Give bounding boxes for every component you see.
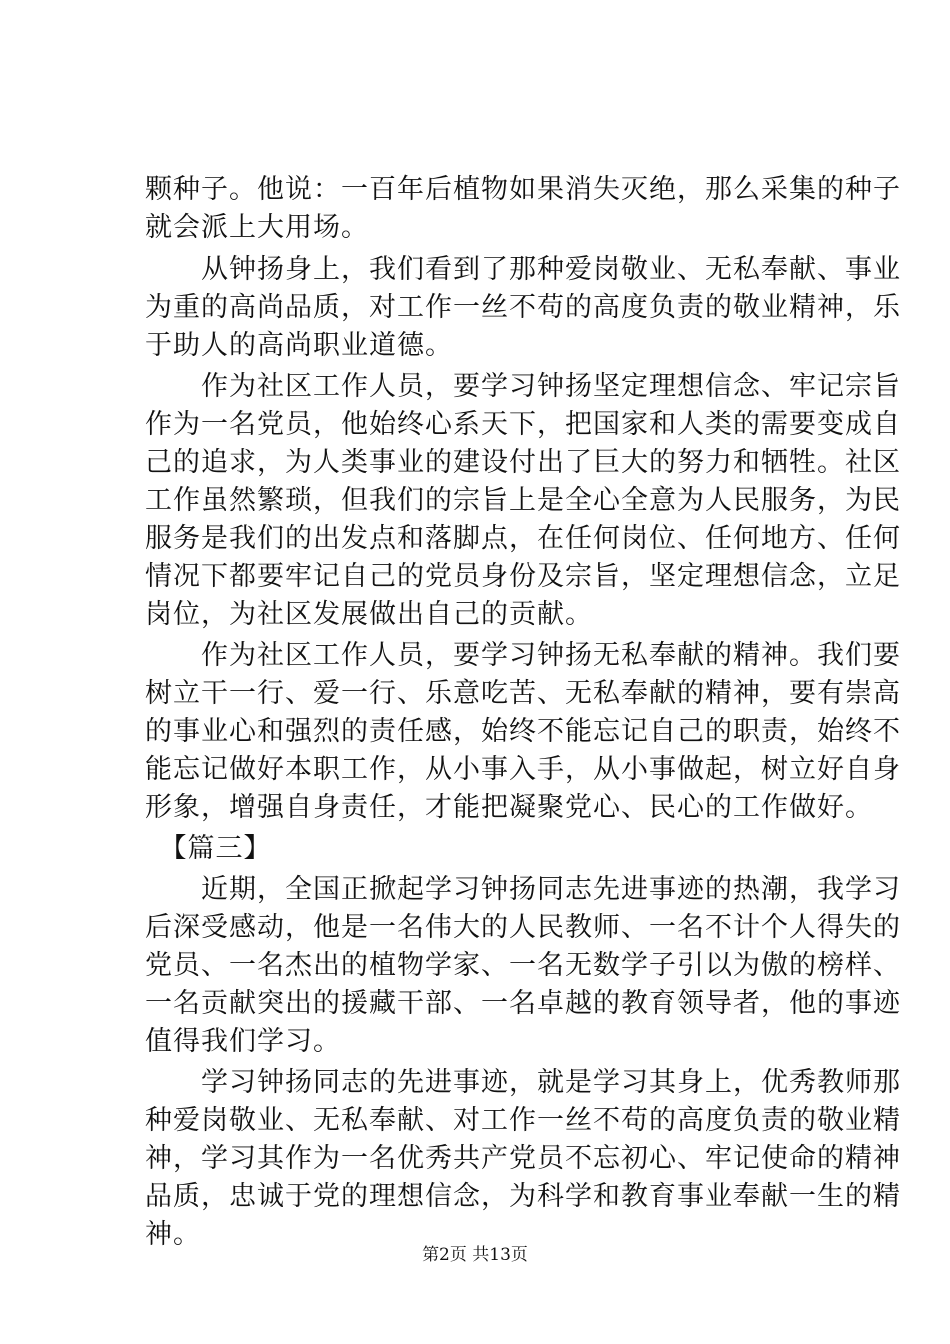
body-text-line: 作为社区工作人员，要学习钟扬坚定理想信念、牢记宗旨 <box>145 371 901 402</box>
body-text-line: 能忘记做好本职工作，从小事入手，从小事做起，树立好自身 <box>145 754 901 785</box>
body-text-line: 的事业心和强烈的责任感，始终不能忘记自己的职责，始终不 <box>145 716 901 747</box>
body-text-line: 党员、一名杰出的植物学家、一名无数学子引以为傲的榜样、 <box>145 950 901 981</box>
body-text-line: 于助人的高尚职业道德。 <box>145 330 453 361</box>
body-text-line: 就会派上大用场。 <box>145 212 369 243</box>
body-text-line: 工作虽然繁琐，但我们的宗旨上是全心全意为人民服务，为民 <box>145 485 901 516</box>
body-text-line: 作为社区工作人员，要学习钟扬无私奉献的精神。我们要 <box>145 640 901 671</box>
body-text-line: 情况下都要牢记自己的党员身份及宗旨，坚定理想信念，立足 <box>145 561 901 592</box>
body-text-line: 种爱岗敬业、无私奉献、对工作一丝不苟的高度负责的敬业精 <box>145 1105 901 1136</box>
body-text-line: 树立干一行、爱一行、乐意吃苦、无私奉献的精神，要有崇高 <box>145 678 901 709</box>
body-text-line: 神，学习其作为一名优秀共产党员不忘初心、牢记使命的精神 <box>145 1143 901 1174</box>
body-text-line: 神。 <box>145 1219 201 1250</box>
body-text-line: 颗种子。他说：一百年后植物如果消失灭绝，那么采集的种子 <box>145 174 901 205</box>
body-text-line: 形象，增强自身责任，才能把凝聚党心、民心的工作做好。 <box>145 792 873 823</box>
body-text-line: 学习钟扬同志的先进事迹，就是学习其身上，优秀教师那 <box>145 1067 901 1098</box>
page-number-footer: 第2页 共13页 <box>422 1245 528 1265</box>
body-text-line: 后深受感动，他是一名伟大的人民教师、一名不计个人得失的 <box>145 912 901 943</box>
body-text-line: 从钟扬身上，我们看到了那种爱岗敬业、无私奉献、事业 <box>145 254 901 285</box>
section-heading: 【篇三】 <box>145 833 272 864</box>
body-text-line: 一名贡献突出的援藏干部、一名卓越的教育领导者，他的事迹 <box>145 988 901 1019</box>
body-text-line: 岗位，为社区发展做出自己的贡献。 <box>145 599 593 630</box>
body-text-line: 己的追求，为人类事业的建设付出了巨大的努力和牺牲。社区 <box>145 447 901 478</box>
body-text-line: 近期，全国正掀起学习钟扬同志先进事迹的热潮，我学习 <box>145 874 901 905</box>
body-text-line: 作为一名党员，他始终心系天下，把国家和人类的需要变成自 <box>145 409 901 440</box>
body-text-line: 品质，忠诚于党的理想信念，为科学和教育事业奉献一生的精 <box>145 1181 901 1212</box>
body-text-line: 为重的高尚品质，对工作一丝不苟的高度负责的敬业精神，乐 <box>145 292 901 323</box>
body-text-line: 服务是我们的出发点和落脚点，在任何岗位、任何地方、任何 <box>145 523 901 554</box>
body-text-line: 值得我们学习。 <box>145 1026 341 1057</box>
